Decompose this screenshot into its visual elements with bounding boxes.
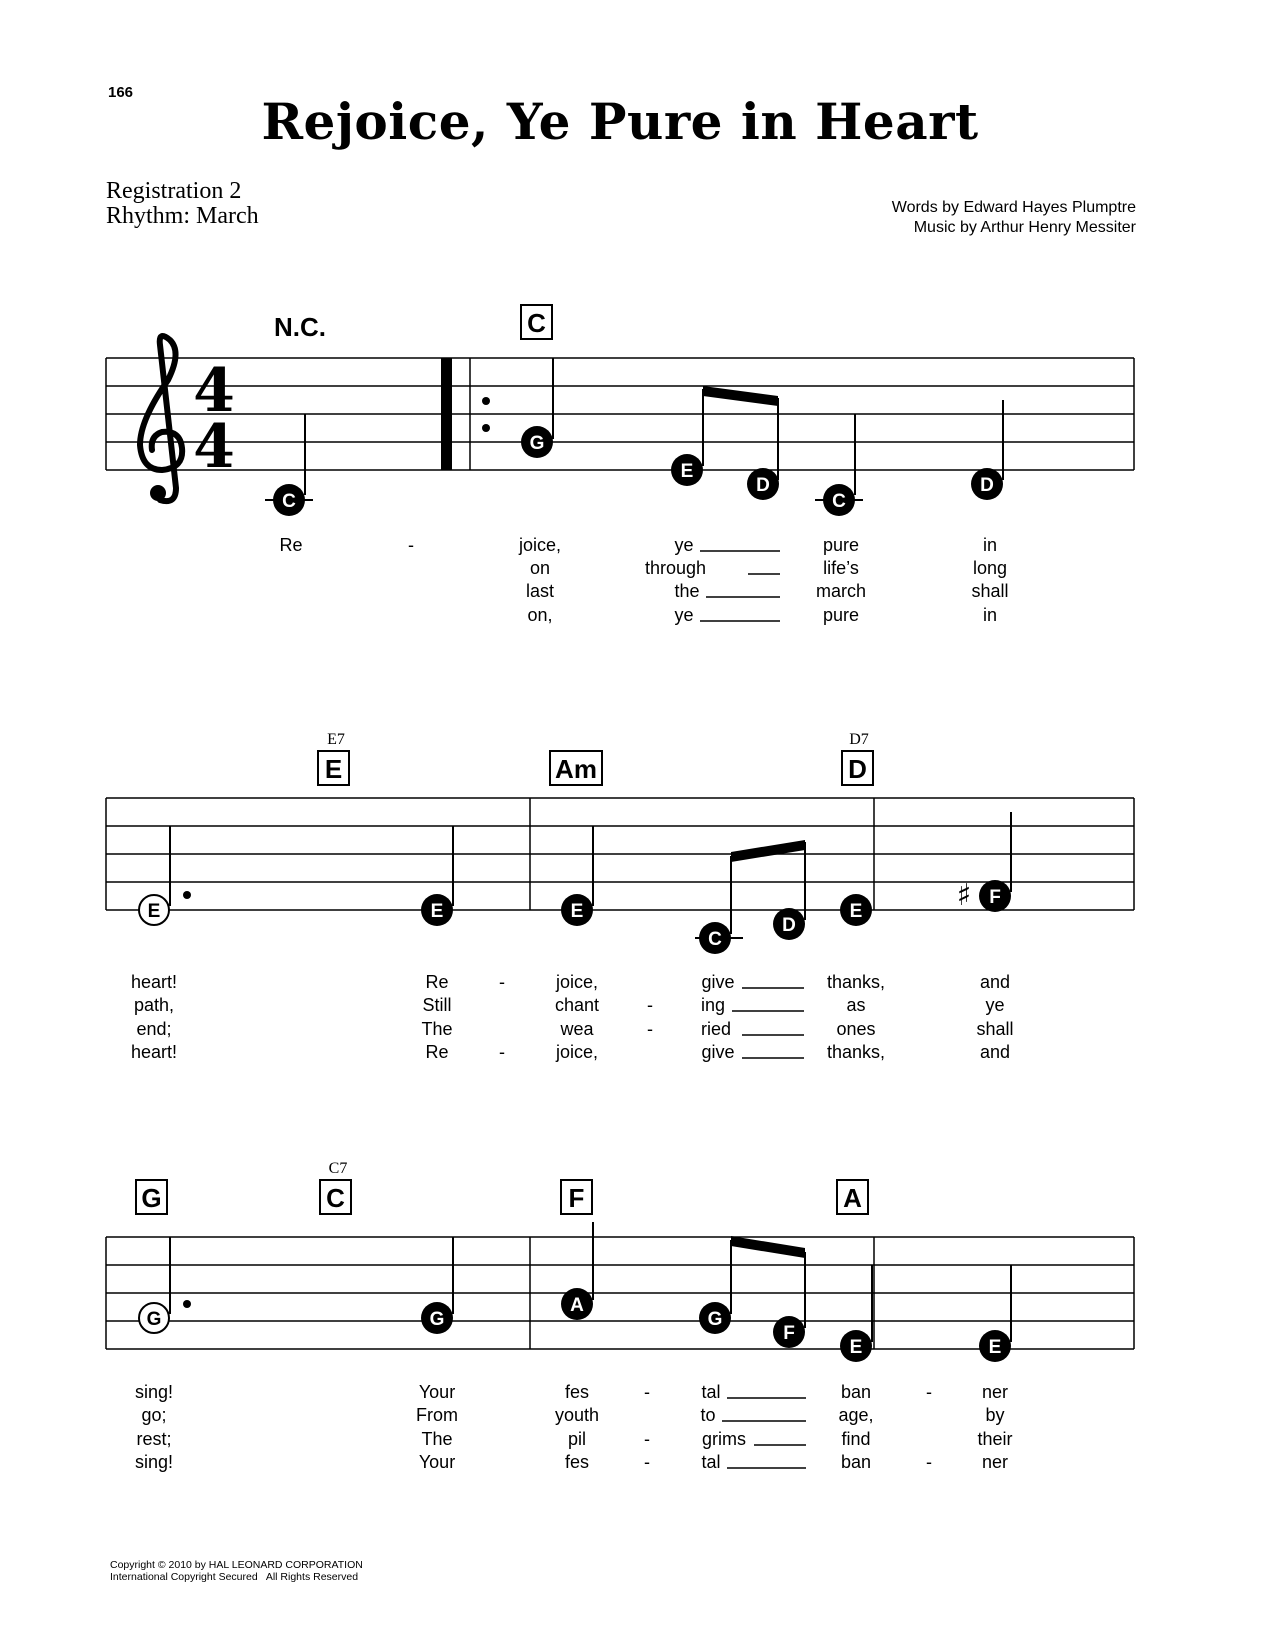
chord-label: F bbox=[568, 1183, 585, 1213]
time-signature bbox=[193, 356, 235, 482]
chord-label: Am bbox=[555, 754, 597, 784]
note-d bbox=[971, 400, 1003, 500]
note-letter: G bbox=[529, 433, 545, 454]
lyric-syllable: Your bbox=[418, 1452, 456, 1472]
staff-system-3 bbox=[106, 1160, 1134, 1472]
lyric-syllable: pure bbox=[822, 605, 860, 625]
note-e bbox=[979, 1265, 1011, 1362]
chord-above: D7 bbox=[849, 731, 869, 748]
chord-box-c bbox=[320, 1160, 351, 1214]
staff-system-2 bbox=[106, 731, 1134, 1062]
lyric-syllable: ner bbox=[981, 1382, 1009, 1402]
copyright-notice bbox=[110, 1559, 363, 1583]
chord-label: G bbox=[141, 1183, 162, 1213]
sharp-icon: ♯ bbox=[956, 878, 972, 913]
note-g bbox=[521, 358, 553, 458]
lyric-syllable: wea bbox=[560, 1019, 594, 1039]
chord-box-g bbox=[136, 1180, 167, 1214]
lyric-syllable: ban bbox=[840, 1382, 872, 1402]
lyric-syllable: tal bbox=[701, 1382, 721, 1402]
time-signature-top: 4 bbox=[193, 356, 235, 426]
lyric-syllable: rest; bbox=[136, 1429, 172, 1449]
lyric-syllable: end; bbox=[136, 1019, 172, 1039]
chord-box-f bbox=[561, 1180, 592, 1214]
lyric-syllable: youth bbox=[554, 1405, 600, 1425]
lyric-hyphen: - bbox=[644, 1452, 650, 1472]
lyric-hyphen: - bbox=[647, 1019, 653, 1039]
lyric-syllable: shall bbox=[976, 1019, 1014, 1039]
lyric-syllable: give bbox=[701, 1042, 735, 1062]
chord-label: C bbox=[326, 1183, 345, 1213]
lyric-syllable: fes bbox=[564, 1382, 590, 1402]
lyric-syllable: Still bbox=[422, 995, 452, 1015]
note-letter: A bbox=[570, 1295, 584, 1316]
lyric-syllable: Your bbox=[418, 1382, 456, 1402]
chord-label: D bbox=[848, 754, 867, 784]
lyric-syllable: From bbox=[416, 1405, 458, 1425]
lyric-syllable: pil bbox=[567, 1429, 587, 1449]
lyric-syllable: sing! bbox=[134, 1382, 174, 1402]
lyric-syllable: joice, bbox=[518, 535, 562, 555]
note-letter: D bbox=[980, 475, 994, 496]
note-g bbox=[421, 1237, 453, 1334]
lyric-syllable: on, bbox=[527, 605, 553, 625]
chord-box-e bbox=[318, 731, 349, 785]
note-pair-g-f bbox=[699, 1236, 805, 1348]
note-pair-e-d bbox=[671, 386, 779, 500]
note-letter: E bbox=[680, 461, 694, 482]
lyric-syllable: on bbox=[529, 558, 551, 578]
lyric-syllable: pure bbox=[822, 535, 860, 555]
lyric-syllable: ing bbox=[700, 995, 726, 1015]
note-letter: E bbox=[849, 1337, 863, 1358]
note-letter: E bbox=[570, 901, 584, 922]
note-letter: F bbox=[989, 887, 1001, 908]
lyric-syllable: The bbox=[421, 1429, 453, 1449]
note-c bbox=[815, 414, 863, 516]
lyric-syllable: and bbox=[979, 972, 1011, 992]
note-g-dotted-half bbox=[139, 1237, 191, 1333]
time-signature-bottom: 4 bbox=[193, 412, 235, 482]
lyric-syllable: ried bbox=[700, 1019, 732, 1039]
lyric-hyphen: - bbox=[926, 1382, 932, 1402]
melisma-lines bbox=[732, 988, 804, 1058]
lyric-syllable: sing! bbox=[134, 1452, 174, 1472]
lyric-syllable: find bbox=[841, 1429, 871, 1449]
lyric-syllable: ones bbox=[836, 1019, 876, 1039]
lyric-syllable: give bbox=[701, 972, 735, 992]
lyric-syllable: grims bbox=[702, 1429, 746, 1449]
rhythm: Rhythm: March bbox=[106, 203, 259, 229]
note-letter: G bbox=[429, 1309, 445, 1330]
lyric-syllable: chant bbox=[554, 995, 600, 1015]
lyric-hyphen: - bbox=[647, 995, 653, 1015]
note-e bbox=[561, 826, 593, 926]
lyric-syllable: thanks, bbox=[826, 1042, 886, 1062]
lyric-syllable: shall bbox=[971, 581, 1009, 601]
staff-system-1 bbox=[106, 305, 1134, 625]
note-e bbox=[421, 826, 453, 926]
lyric-syllable: fes bbox=[564, 1452, 590, 1472]
note-e bbox=[840, 1265, 872, 1362]
lyric-syllable: march bbox=[815, 581, 867, 601]
lyric-syllable: ye bbox=[674, 535, 694, 555]
lyric-syllable: joice, bbox=[555, 972, 599, 992]
lyric-syllable: last bbox=[525, 581, 555, 601]
note-letter: E bbox=[988, 1337, 1002, 1358]
chord-box-am bbox=[550, 751, 602, 785]
note-letter: F bbox=[783, 1323, 795, 1344]
lyrics-system-2 bbox=[131, 972, 1014, 1062]
note-letter: G bbox=[146, 1309, 162, 1330]
chord-box-d bbox=[842, 731, 873, 785]
note-letter: C bbox=[832, 491, 846, 512]
lyric-syllable: ner bbox=[981, 1452, 1009, 1472]
lyric-syllable: Re bbox=[279, 535, 303, 555]
melisma-lines bbox=[700, 551, 780, 621]
lyric-syllable: in bbox=[982, 535, 998, 555]
chord-above: C7 bbox=[328, 1160, 348, 1177]
page-number: 166 bbox=[108, 84, 134, 101]
page-title: Rejoice, Ye Pure in Heart bbox=[261, 92, 979, 151]
note-letter: G bbox=[707, 1309, 723, 1330]
note-letter: E bbox=[430, 901, 444, 922]
lyric-syllable: Re bbox=[425, 972, 449, 992]
lyric-syllable: tal bbox=[701, 1452, 721, 1472]
lyric-syllable: heart! bbox=[130, 972, 178, 992]
note-pair-c-d bbox=[695, 840, 805, 954]
lyric-syllable: Re bbox=[425, 1042, 449, 1062]
copyright-line: Copyright © 2010 by HAL LEONARD CORPORATION bbox=[110, 1559, 363, 1571]
note-letter: E bbox=[849, 901, 863, 922]
note-letter: D bbox=[756, 475, 770, 496]
chord-label: A bbox=[843, 1183, 862, 1213]
note-letter: C bbox=[282, 491, 296, 512]
lyric-syllable: go; bbox=[141, 1405, 167, 1425]
lyric-syllable: The bbox=[421, 1019, 453, 1039]
lyric-syllable: path, bbox=[133, 995, 175, 1015]
lyric-hyphen: - bbox=[408, 535, 414, 555]
note-f-sharp bbox=[957, 812, 1011, 913]
note-e bbox=[840, 894, 872, 926]
lyric-syllable: heart! bbox=[130, 1042, 178, 1062]
lyric-syllable: ye bbox=[985, 995, 1005, 1015]
lyric-hyphen: - bbox=[499, 1042, 505, 1062]
lyric-hyphen: - bbox=[644, 1429, 650, 1449]
chord-box-c bbox=[521, 305, 552, 339]
lyric-hyphen: - bbox=[926, 1452, 932, 1472]
lyric-syllable: to bbox=[700, 1405, 716, 1425]
lyric-hyphen: - bbox=[644, 1382, 650, 1402]
lyric-syllable: ye bbox=[674, 605, 694, 625]
copyright-line: International Copyright Secured All Rights Reserved bbox=[110, 1571, 359, 1583]
chord-label: C bbox=[527, 308, 546, 338]
chord-symbol-nc: N.C. bbox=[274, 312, 326, 342]
lyric-syllable: by bbox=[985, 1405, 1005, 1425]
note-letter: D bbox=[782, 915, 796, 936]
lyric-hyphen: - bbox=[499, 972, 505, 992]
lyric-syllable: their bbox=[977, 1429, 1013, 1449]
lyric-syllable: long bbox=[972, 558, 1008, 578]
words-credit: Words by Edward Hayes Plumptre bbox=[891, 199, 1136, 216]
lyrics-system-3 bbox=[135, 1382, 1013, 1472]
lyric-syllable: age, bbox=[838, 1405, 874, 1425]
lyric-syllable: the bbox=[674, 581, 700, 601]
lyric-syllable: joice, bbox=[555, 1042, 599, 1062]
treble-clef-icon bbox=[140, 336, 182, 501]
lyric-syllable: and bbox=[979, 1042, 1011, 1062]
note-letter: E bbox=[147, 901, 161, 922]
music-credit: Music by Arthur Henry Messiter bbox=[913, 219, 1136, 236]
lyric-syllable: in bbox=[982, 605, 998, 625]
lyric-syllable: thanks, bbox=[826, 972, 886, 992]
lyric-syllable: ban bbox=[840, 1452, 872, 1472]
note-letter: C bbox=[708, 929, 722, 950]
registration: Registration 2 bbox=[106, 178, 242, 204]
lyric-syllable: life’s bbox=[823, 558, 859, 578]
chord-above: E7 bbox=[327, 731, 345, 748]
chord-box-a bbox=[837, 1180, 868, 1214]
lyrics-system-1 bbox=[279, 535, 1008, 625]
lyric-syllable: as bbox=[846, 995, 866, 1015]
chord-label: E bbox=[324, 754, 343, 784]
lyric-syllable: through bbox=[644, 558, 706, 578]
note-c bbox=[265, 414, 313, 516]
